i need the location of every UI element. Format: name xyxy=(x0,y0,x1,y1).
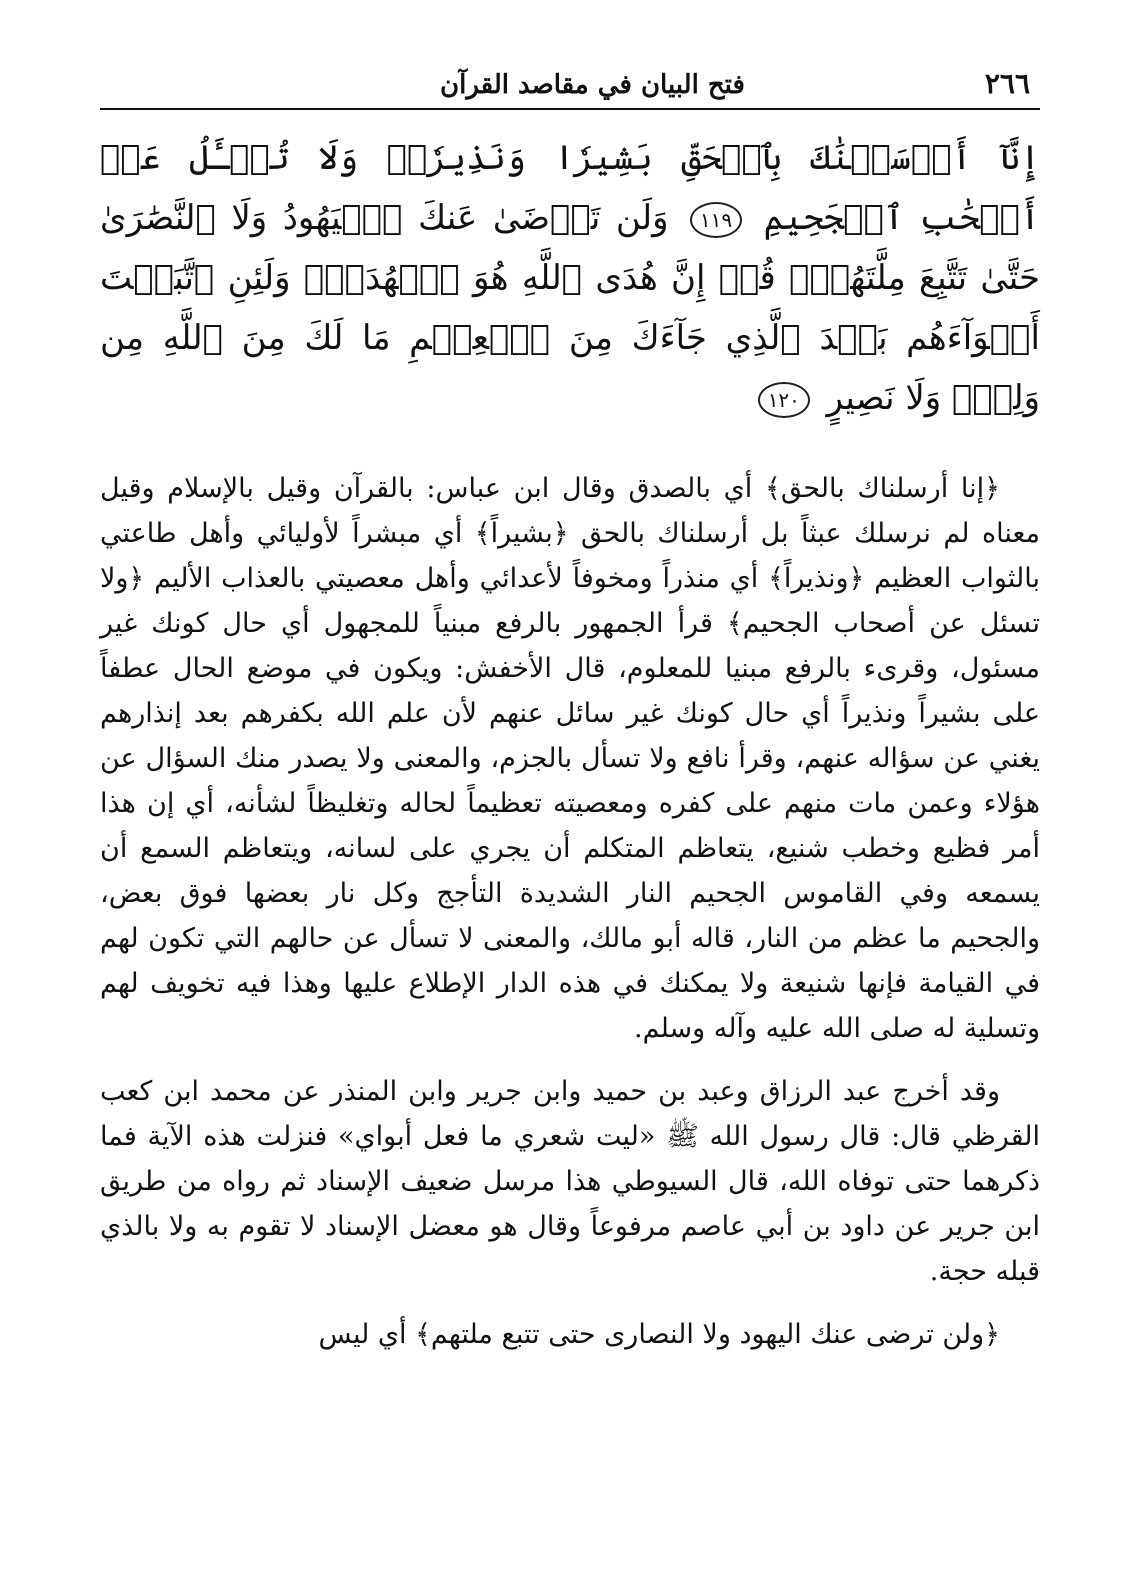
commentary xyxy=(100,466,1040,1357)
verse-119-marker: ١١٩ xyxy=(690,202,742,238)
book-title: فتح البيان في مقاصد القرآن xyxy=(440,70,745,100)
commentary-paragraph-2: وقد أخرج عبد الرزاق وعبد بن حميد وابن جرير وابن المنذر عن محمد ابن كعب القرظي قال: قال رسول الله ﷺ «ليت شعري ما فعل أبواي» فنزلت هذه الآية فما ذكرهما حتى توفاه الله، قال السيوطي هذا مرسل ضعيف الإسناد ثم رواه من طريق ابن جرير عن داود بن أبي عاصم مرفوعاً وقال هو معضل الإسناد لا تقوم به ولا بالذي قبله حجة. xyxy=(100,1076,1040,1287)
page-number: ٢٦٦ xyxy=(984,67,1030,100)
verse-120-marker: ١٢٠ xyxy=(758,382,810,418)
page-header xyxy=(100,60,1040,106)
quran-verses xyxy=(100,128,1040,428)
commentary-paragraph-1: ﴿إنا أرسلناك بالحق﴾ أي بالصدق وقال ابن عباس: بالقرآن وقيل بالإسلام وقيل معناه لم نرسلك عبثاً بل أرسلناك بالحق ﴿بشيراً﴾ أي مبشراً لأوليائي وأهل طاعتي بالثواب العظيم ﴿ونذيراً﴾ أي منذراً ومخوفاً لأعدائي وأهل معصيتي بالعذاب الأليم ﴿ولا تسئل عن أصحاب الجحيم﴾ قرأ الجمهور بالرفع مبنياً للمجهول أي حال كونك غير مسئول، وقرىء بالرفع مبنيا للمعلوم، قال الأخفش: ويكون في موضع الحال عطفاً على بشيراً ونذيراً أي حال كونك غير سائل عنهم لأن علم الله بكفرهم بعد إنذارهم يغني عن سؤاله عنهم، وقرأ نافع ولا تسأل بالجزم، والمعنى ولا يصدر منك السؤال عن هؤلاء وعمن مات منهم على كفره ومعصيته تعظيماً لحاله وتغليظاً لشأنه، أي إن هذا أمر فظيع وخطب شنيع، يتعاظم المتكلم أن يجري على لسانه، ويتعاظم السمع أن يسمعه وفي القاموس الجحيم النار الشديدة التأجج وكل نار بعضها فوق بعض، والجحيم ما عظم من النار، قاله أبو مالك، والمعنى لا تسأل عن حالهم التي تكون لهم في القيامة فإنها شنيعة ولا يمكنك في هذه الدار الإطلاع عليها وهذا فيه تخويف لهم وتسلية له صلى الله عليه وآله وسلم. xyxy=(100,473,1040,1044)
commentary-paragraph-3: ﴿ولن ترضى عنك اليهود ولا النصارى حتى تتبع ملتهم﴾ أي ليس xyxy=(318,1319,1000,1350)
verse-119-text: إِنَّآ أَرۡسَلۡنَٰكَ بِٱلۡحَقِّ بَشِيرٗا وَنَذِيرٗاۖ وَلَا تُسۡـَٔلُ عَنۡ أَصۡحَٰبِ ٱلۡجَحِيمِ xyxy=(100,138,1040,238)
verse-120-text: وَلَن تَرۡضَىٰ عَنكَ ٱلۡيَهُودُ وَلَا ٱلنَّصَٰرَىٰ حَتَّىٰ تَتَّبِعَ مِلَّتَهُمۡۗ قُلۡ إِنَّ هُدَى ٱللَّهِ هُوَ ٱلۡهُدَىٰۗ وَلَئِنِ ٱتَّبَعۡتَ أَهۡوَآءَهُم بَعۡدَ ٱلَّذِي جَآءَكَ مِنَ ٱلۡعِلۡمِ مَا لَكَ مِنَ ٱللَّهِ مِن وَلِيّٖ وَلَا نَصِيرٍ xyxy=(100,198,1040,418)
header-rule xyxy=(100,108,1040,110)
page xyxy=(100,60,1040,1375)
